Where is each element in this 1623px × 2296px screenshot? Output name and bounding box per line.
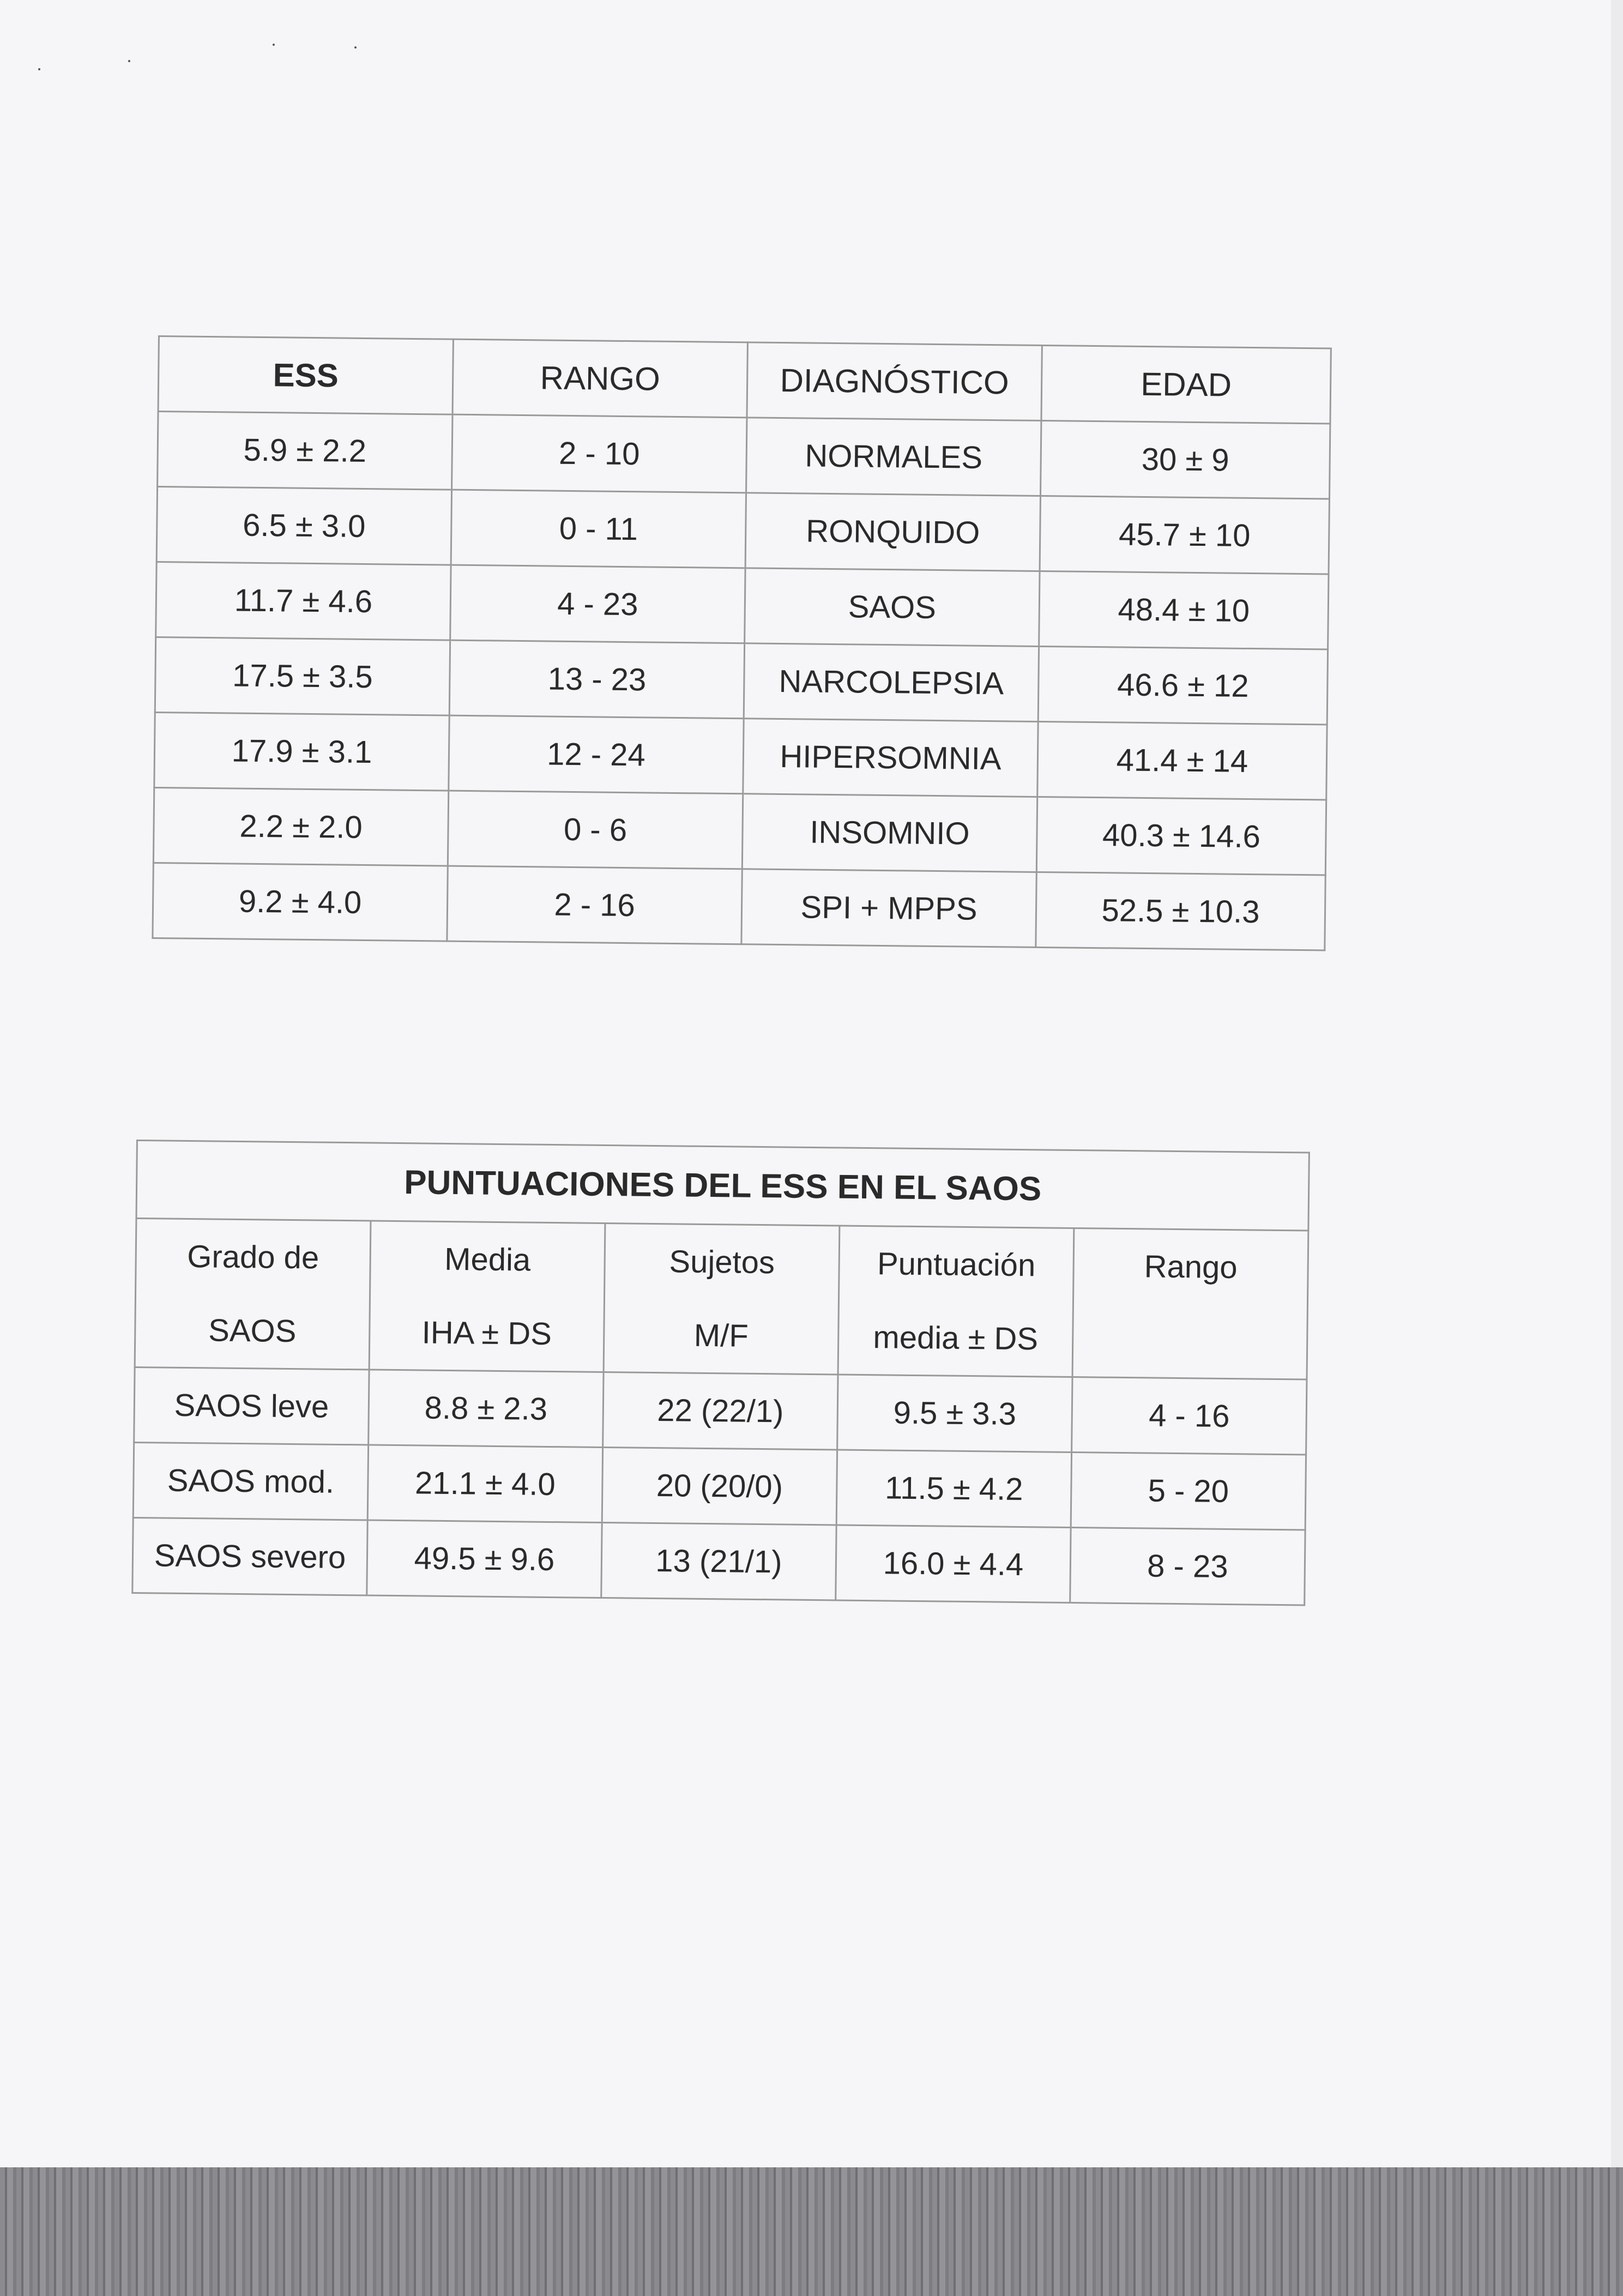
column-header-rango: RANGO: [452, 339, 747, 418]
diagnostico-cell: RONQUIDO: [745, 493, 1040, 571]
media-cell: 8.8 ± 2.3: [369, 1370, 604, 1447]
rango-cell: 2 - 16: [447, 866, 742, 944]
rango-cell: 4 - 16: [1072, 1377, 1307, 1455]
diagnostico-cell: NORMALES: [746, 418, 1041, 496]
ess-cell: 17.9 ± 3.1: [154, 712, 449, 791]
table-row: [155, 637, 1328, 725]
edad-cell: 48.4 ± 10: [1039, 571, 1329, 649]
scan-speck: [354, 46, 357, 49]
table-header-row: [158, 336, 1331, 424]
edad-cell: 46.6 ± 12: [1038, 646, 1328, 725]
scan-speck: [128, 60, 130, 62]
column-header-media: [369, 1221, 605, 1372]
ess-saos-scores-table: [131, 1140, 1310, 1606]
scan-speck: [273, 44, 275, 46]
rango-cell: 12 - 24: [449, 715, 744, 794]
puntuacion-cell: 16.0 ± 4.4: [836, 1525, 1071, 1602]
column-header-rango: [1072, 1228, 1308, 1379]
header-line: Rango: [1144, 1249, 1238, 1286]
edad-cell: 45.7 ± 10: [1040, 496, 1329, 574]
edad-cell: 41.4 ± 14: [1037, 721, 1327, 800]
sujetos-cell: 13 (21/1): [601, 1522, 836, 1600]
rango-cell: 13 - 23: [449, 640, 744, 719]
header-line: Puntuación: [877, 1246, 1036, 1283]
header-line: Grado de: [186, 1238, 319, 1276]
media-cell: 21.1 ± 4.0: [367, 1445, 602, 1522]
column-header-diagnostico: DIAGNÓSTICO: [747, 342, 1042, 421]
table-row: [153, 787, 1326, 875]
table-row: [132, 1517, 1305, 1605]
scan-speck: [38, 68, 40, 70]
ess-cell: 17.5 ± 3.5: [155, 637, 450, 715]
header-line: M/F: [693, 1317, 749, 1354]
media-cell: 49.5 ± 9.6: [367, 1520, 602, 1598]
column-header-edad: EDAD: [1041, 345, 1331, 424]
ess-diagnosis-table: [152, 335, 1331, 951]
diagnostico-cell: INSOMNIO: [742, 794, 1037, 872]
ess-cell: 6.5 ± 3.0: [156, 487, 451, 565]
edad-cell: 30 ± 9: [1041, 420, 1330, 499]
grado-cell: SAOS mod.: [133, 1442, 368, 1520]
rango-cell: 2 - 10: [452, 414, 747, 493]
header-line: Media: [444, 1241, 531, 1278]
scanner-bed-strip: [0, 2167, 1623, 2296]
ess-cell: 9.2 ± 4.0: [153, 863, 448, 941]
header-line: SAOS: [208, 1312, 297, 1349]
page-edge: [1611, 0, 1623, 2167]
table-row: [153, 863, 1325, 950]
table-title: PUNTUACIONES DEL ESS EN EL SAOS: [136, 1141, 1309, 1231]
rango-cell: 8 - 23: [1070, 1527, 1305, 1605]
header-line: media ± DS: [873, 1319, 1039, 1357]
diagnostico-cell: NARCOLEPSIA: [744, 643, 1039, 722]
edad-cell: 40.3 ± 14.6: [1036, 797, 1326, 875]
ess-cell: 5.9 ± 2.2: [158, 412, 452, 490]
puntuacion-cell: 9.5 ± 3.3: [837, 1375, 1072, 1452]
column-header-ess: ESS: [158, 336, 453, 415]
table-row: [156, 562, 1329, 649]
sujetos-cell: 20 (20/0): [602, 1447, 837, 1524]
table-row: [158, 412, 1330, 499]
rango-cell: 0 - 11: [451, 490, 746, 568]
table-row: [134, 1367, 1307, 1455]
table-title-row: [136, 1141, 1309, 1231]
table-header-row: [135, 1219, 1308, 1379]
column-header-puntuacion: [838, 1226, 1074, 1377]
diagnostico-cell: SPI + MPPS: [741, 869, 1036, 948]
column-header-sujetos: [604, 1224, 840, 1375]
grado-cell: SAOS severo: [132, 1517, 367, 1595]
sujetos-cell: 22 (22/1): [603, 1372, 838, 1449]
ess-cell: 2.2 ± 2.0: [153, 787, 448, 866]
grado-cell: SAOS leve: [134, 1367, 369, 1444]
diagnostico-cell: HIPERSOMNIA: [743, 719, 1038, 797]
header-line: Sujetos: [669, 1244, 775, 1281]
column-header-grado: [135, 1219, 371, 1370]
diagnostico-cell: SAOS: [745, 568, 1040, 647]
header-line: IHA ± DS: [421, 1315, 552, 1352]
table-row: [156, 487, 1329, 575]
puntuacion-cell: 11.5 ± 4.2: [836, 1450, 1071, 1527]
table-row: [133, 1442, 1306, 1530]
edad-cell: 52.5 ± 10.3: [1036, 872, 1325, 950]
rango-cell: 5 - 20: [1071, 1452, 1306, 1529]
rango-cell: 4 - 23: [450, 565, 745, 643]
table-row: [154, 712, 1327, 800]
rango-cell: 0 - 6: [448, 791, 743, 869]
ess-cell: 11.7 ± 4.6: [156, 562, 451, 640]
